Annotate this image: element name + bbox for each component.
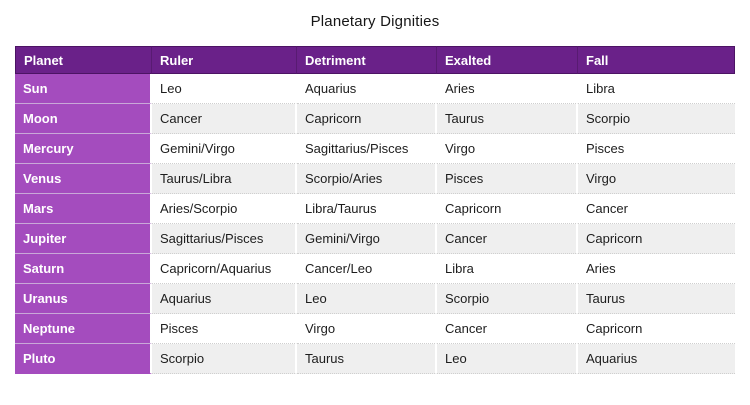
- value-cell: Scorpio: [152, 344, 297, 374]
- value-cell: Aries: [578, 254, 735, 284]
- planet-cell: Saturn: [15, 254, 152, 284]
- planet-cell: Uranus: [15, 284, 152, 314]
- value-cell: Capricorn/Aquarius: [152, 254, 297, 284]
- planetary-dignities-table: [15, 46, 735, 374]
- value-cell: Capricorn: [578, 314, 735, 344]
- value-cell: Pisces: [578, 134, 735, 164]
- value-cell: Cancer: [437, 224, 578, 254]
- table-row: [15, 104, 735, 134]
- value-cell: Leo: [152, 74, 297, 104]
- value-cell: Aquarius: [297, 74, 437, 104]
- header-row: [15, 46, 735, 74]
- value-cell: Libra: [578, 74, 735, 104]
- value-cell: Taurus/Libra: [152, 164, 297, 194]
- value-cell: Gemini/Virgo: [297, 224, 437, 254]
- value-cell: Virgo: [578, 164, 735, 194]
- column-header-exalted: Exalted: [437, 46, 578, 74]
- table-row: [15, 74, 735, 104]
- value-cell: Cancer: [152, 104, 297, 134]
- value-cell: Aries: [437, 74, 578, 104]
- planet-cell: Mercury: [15, 134, 152, 164]
- value-cell: Leo: [437, 344, 578, 374]
- value-cell: Libra: [437, 254, 578, 284]
- table-row: [15, 314, 735, 344]
- column-header-ruler: Ruler: [152, 46, 297, 74]
- planet-cell: Venus: [15, 164, 152, 194]
- value-cell: Taurus: [437, 104, 578, 134]
- column-header-planet: Planet: [15, 46, 152, 74]
- table-row: [15, 134, 735, 164]
- table-row: [15, 344, 735, 374]
- table-row: [15, 164, 735, 194]
- value-cell: Libra/Taurus: [297, 194, 437, 224]
- value-cell: Aquarius: [152, 284, 297, 314]
- value-cell: Virgo: [297, 314, 437, 344]
- value-cell: Capricorn: [578, 224, 735, 254]
- table-body: [15, 74, 735, 374]
- value-cell: Capricorn: [437, 194, 578, 224]
- column-header-detriment: Detriment: [297, 46, 437, 74]
- planet-cell: Pluto: [15, 344, 152, 374]
- value-cell: Taurus: [297, 344, 437, 374]
- value-cell: Cancer: [437, 314, 578, 344]
- table-row: [15, 284, 735, 314]
- table-row: [15, 224, 735, 254]
- value-cell: Scorpio: [437, 284, 578, 314]
- planet-cell: Mars: [15, 194, 152, 224]
- value-cell: Cancer: [578, 194, 735, 224]
- value-cell: Aquarius: [578, 344, 735, 374]
- page-title: Planetary Dignities: [310, 13, 440, 30]
- table-row: [15, 254, 735, 284]
- table-header: [15, 46, 735, 74]
- value-cell: Sagittarius/Pisces: [152, 224, 297, 254]
- value-cell: Capricorn: [297, 104, 437, 134]
- planet-cell: Sun: [15, 74, 152, 104]
- value-cell: Virgo: [437, 134, 578, 164]
- planet-cell: Jupiter: [15, 224, 152, 254]
- value-cell: Pisces: [152, 314, 297, 344]
- value-cell: Cancer/Leo: [297, 254, 437, 284]
- value-cell: Sagittarius/Pisces: [297, 134, 437, 164]
- planet-cell: Neptune: [15, 314, 152, 344]
- column-header-fall: Fall: [578, 46, 735, 74]
- value-cell: Taurus: [578, 284, 735, 314]
- planet-cell: Moon: [15, 104, 152, 134]
- value-cell: Aries/Scorpio: [152, 194, 297, 224]
- value-cell: Scorpio: [578, 104, 735, 134]
- value-cell: Gemini/Virgo: [152, 134, 297, 164]
- table-row: [15, 194, 735, 224]
- value-cell: Leo: [297, 284, 437, 314]
- value-cell: Scorpio/Aries: [297, 164, 437, 194]
- value-cell: Pisces: [437, 164, 578, 194]
